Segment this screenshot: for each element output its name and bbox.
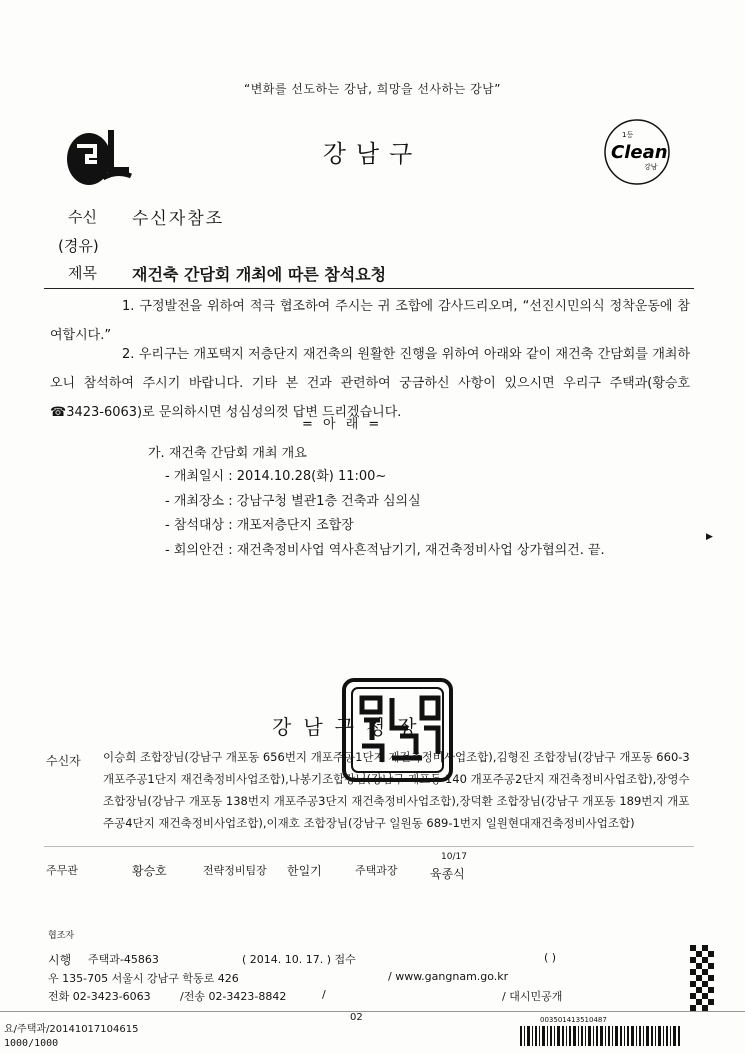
agency-name: 강남구: [322, 140, 423, 168]
subject-divider: [44, 288, 694, 289]
via-label: (경유): [58, 237, 99, 255]
footer-divider: [0, 1011, 745, 1012]
phone: 전화 02-3423-6063: [48, 990, 151, 1003]
recipient-value: 수신자참조: [132, 209, 225, 229]
enforce-receipt: ( ): [544, 951, 557, 964]
enforce-doc-no: 주택과-45863: [88, 953, 159, 966]
body-paragraph-1: 1. 구정발전을 위하여 적극 협조하여 주시는 귀 조합에 감사드리오며, “선진시민의식 정착운동에 참여합시다.”: [50, 299, 690, 343]
checker-pattern-icon: [690, 945, 714, 1017]
meeting-item: - 개최일시 : 2014.10.28(화) 11:00~: [165, 469, 387, 484]
meeting-item: - 개최장소 : 강남구청 별관1층 건축과 심의실: [165, 494, 421, 509]
recipients-label: 수신자: [46, 754, 81, 768]
clean-main-text: Clean: [611, 142, 668, 163]
team-role: 전략정비팀장: [203, 864, 267, 877]
signature-divider: [44, 846, 694, 847]
clean-gangnam-logo-icon: [602, 117, 672, 187]
head-role: 주택과장: [355, 864, 398, 877]
issuer-name: 강남구청장: [272, 715, 429, 739]
page-marker-arrow-icon: ▶: [706, 532, 713, 542]
recipients-list: 이승희 조합장님(강남구 개포동 656번지 개포주공1단지 재건축정비사업조합),김형진 조합장님(강남구 개포동 660-3 개포주공1단지 재건축정비사업조합),나봉기조합장님(강남구 개포동 140 개포주공2단지 재건축정비사업조합),장영수 조합장님(강남구 개포동 138번지 개포주공3단지 재건축정비사업조합),장덕환 조합장님(강남구 개포동 189번지 개포주공4단지 재건축정비사업조합),이재호 조합장님(강남구 일원동 689-1번지 일원현대재건축정비사업조합): [103, 750, 690, 830]
website: / www.gangnam.go.kr: [388, 970, 509, 983]
slogan: “변화를 선도하는 강남, 희망을 선사하는 강남”: [244, 82, 501, 96]
footer-pages: 1000/1000: [4, 1038, 59, 1049]
staff-name: 황승호: [132, 864, 167, 878]
barcode-icon: [520, 1026, 680, 1046]
head-date: 10/17: [441, 852, 467, 862]
subject-label: 제목: [68, 264, 97, 282]
body-note: = 아 래 =: [302, 417, 383, 432]
subject-value: 재건축 간담회 개최에 따른 참석요청: [132, 265, 387, 284]
meeting-item: - 참석대상 : 개포저층단지 조합장: [165, 518, 354, 533]
clean-top-text: 1등: [622, 131, 634, 139]
meeting-heading: 가. 재건축 간담회 개최 개요: [148, 446, 307, 461]
recipient-label: 수신: [68, 208, 97, 226]
barcode-number: 003501413510487: [540, 1016, 607, 1024]
enforce-date: ( 2014. 10. 17. ) 접수: [242, 953, 356, 966]
coop-label: 협조자: [48, 931, 75, 941]
fax: /전송 02-3423-8842: [180, 990, 287, 1003]
team-name: 한일기: [287, 864, 322, 878]
body-paragraph-2: 2. 우리구는 개포택지 저층단지 재건축의 원활한 진행을 위하여 아래와 같이 재건축 간담회를 개최하오니 참석하여 주시기 바랍니다. 기타 본 건과 관련하여 궁금하신 사항이 있으시면 우리구 주택과(황승호 ☎3423-6063)로 문의하시면 성심성의껏 답변 드리겠습니다.: [50, 347, 690, 420]
clean-bottom-text: 강남: [644, 163, 658, 171]
footer-path: 요/주택과/20141017104615: [4, 1024, 139, 1035]
enforce-label: 시행: [48, 953, 72, 967]
meeting-item: - 회의안건 : 재건축정비사업 역사흔적남기기, 재건축정비사업 상가협의건. 끝.: [165, 543, 605, 558]
address: 우 135-705 서울시 강남구 학동로 426: [48, 972, 239, 985]
staff-role: 주무관: [46, 864, 78, 877]
contact-separator: /: [322, 988, 326, 1001]
head-name: 육종식: [430, 867, 465, 881]
footer-page-mark: 02: [350, 1012, 363, 1023]
disclosure: / 대시민공개: [502, 990, 563, 1003]
